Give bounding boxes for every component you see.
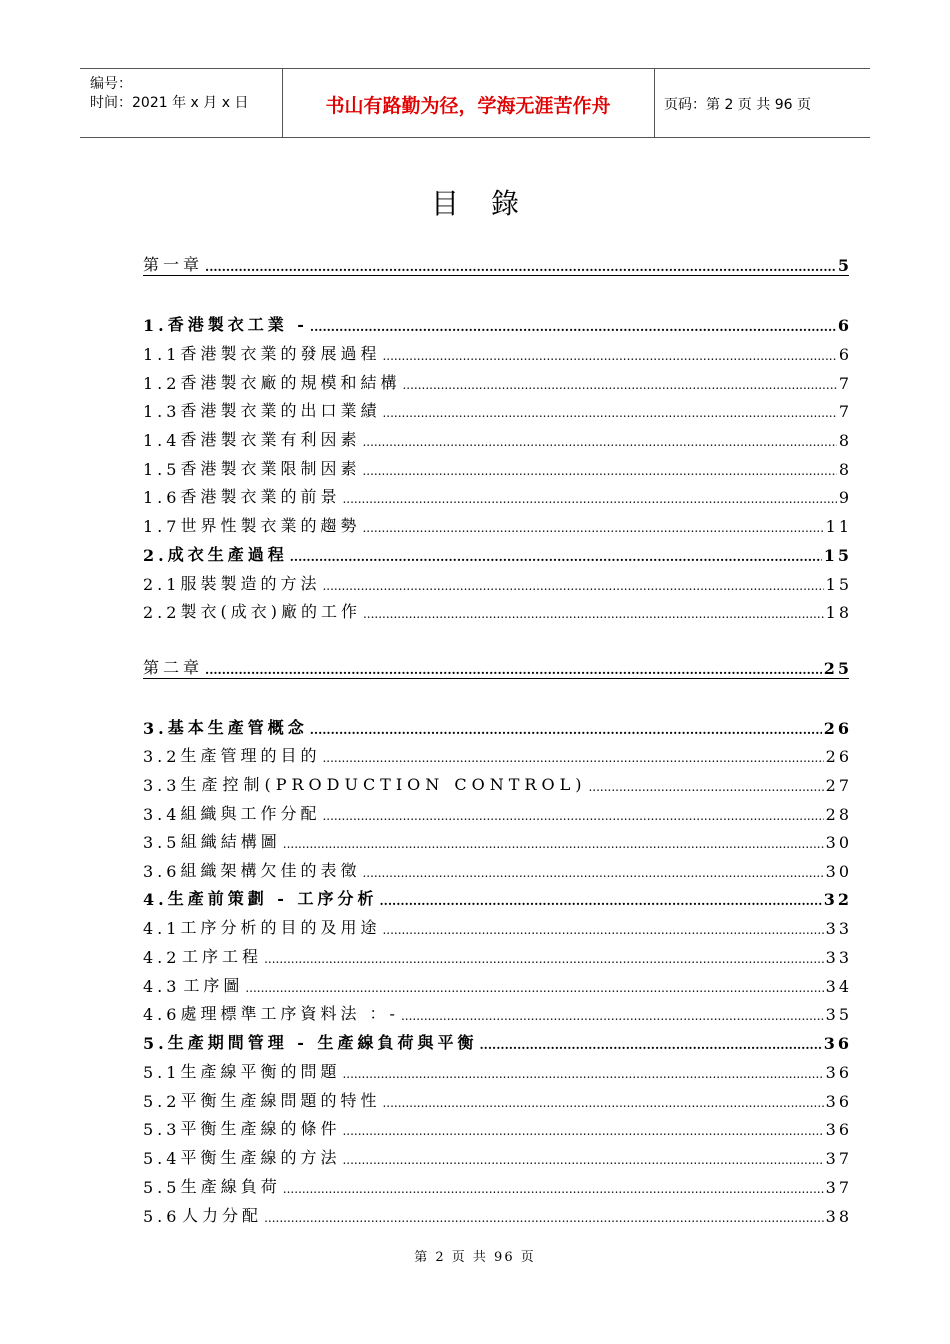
toc-leader-dots	[205, 256, 836, 275]
toc-entry-row[interactable]	[143, 598, 852, 622]
toc-entry-row[interactable]	[143, 483, 852, 507]
toc-entry-number: 1.6	[143, 488, 181, 507]
toc-entry-row[interactable]	[143, 972, 852, 996]
toc-entry-row[interactable]	[143, 1202, 852, 1226]
toc-page-number: 11	[825, 517, 852, 536]
toc-leader-dots	[283, 833, 824, 852]
toc-entry-title: 組織與工作分配	[180, 804, 321, 823]
page-title: 目錄	[430, 187, 551, 220]
toc-entry-row[interactable]	[143, 426, 852, 450]
toc-entry-title: 平衡生產線的方法	[180, 1148, 341, 1167]
toc-leader-dots	[342, 488, 836, 507]
toc-page-number: 15	[823, 546, 852, 565]
toc-page-number: 38	[825, 1207, 852, 1226]
toc-page-number: 18	[825, 603, 852, 622]
toc-page-number: 7	[838, 374, 852, 393]
toc-entry-number: 5.5	[143, 1178, 181, 1197]
toc-leader-dots	[363, 603, 824, 622]
toc-entry-row[interactable]	[143, 943, 852, 967]
toc-entry-title: 香港製衣業的出口業績	[180, 401, 381, 420]
toc-entry-row[interactable]	[143, 1115, 852, 1139]
toc-entry-title: 組織結構圖	[180, 832, 281, 851]
toc-entry-number: 5.1	[143, 1063, 181, 1082]
toc-entry-number: 1.1	[143, 345, 181, 364]
toc-entry-number: 2.1	[143, 575, 181, 594]
toc-entry-row[interactable]	[143, 914, 852, 938]
toc-leader-dots	[342, 1063, 823, 1082]
toc-entry-number: 4.2	[143, 948, 181, 967]
toc-page-number: 26	[823, 719, 852, 738]
toc-entry-number: 1.5	[143, 460, 181, 479]
toc-entry-row[interactable]	[143, 311, 852, 335]
toc-leader-dots	[401, 1005, 824, 1024]
toc-entry-number: 1.	[143, 316, 168, 335]
toc-leader-dots	[264, 1207, 824, 1226]
toc-entry-row[interactable]	[143, 397, 852, 421]
toc-entry-number: 1.4	[143, 431, 181, 450]
toc-entry-title: 人力分配	[182, 1206, 263, 1225]
toc-page-number: 27	[825, 776, 852, 795]
toc-page-number: 36	[825, 1120, 852, 1139]
toc-entry-number: 5.6	[143, 1207, 181, 1226]
page-footer: 第 2 页 共 96 页	[414, 1250, 536, 1265]
toc-entry-title: 工序工程	[182, 947, 263, 966]
toc-entry-number: 5.	[143, 1034, 168, 1053]
toc-entry-number: 4.3	[143, 977, 181, 996]
toc-entry-title: 生產線負荷	[180, 1177, 281, 1196]
toc-entry-row[interactable]	[143, 714, 852, 738]
toc-page-number: 6	[837, 316, 852, 335]
toc-page-number: 34	[825, 977, 852, 996]
toc-entry-title: 世界性製衣業的趨勢	[180, 516, 361, 535]
toc-entry-row[interactable]	[143, 800, 852, 824]
toc-leader-dots	[283, 1178, 824, 1197]
toc-entry-title: 生產期間管理 - 生產線負荷與平衡	[167, 1033, 478, 1052]
toc-entry-number: 5.3	[143, 1120, 181, 1139]
toc-entry-number: 第一章	[143, 255, 204, 274]
toc-entry-title: 工序圖	[183, 976, 244, 995]
toc-entry-title: 香港製衣業的發展過程	[180, 344, 381, 363]
toc-entry-title: 香港製衣廠的規模和結構	[180, 373, 401, 392]
toc-leader-dots	[322, 805, 823, 824]
toc-entry-number: 4.1	[143, 919, 181, 938]
toc-leader-dots	[480, 1034, 822, 1053]
toc-leader-dots	[264, 948, 824, 967]
toc-entry-title: 生產前策劃 - 工序分析	[167, 889, 378, 908]
toc-page-number: 30	[825, 833, 852, 852]
toc-entry-number: 5.2	[143, 1092, 181, 1111]
toc-entry-title: 工序分析的目的及用途	[180, 918, 381, 937]
date-label: 时间：2021 年 x 月 x 日	[90, 95, 249, 111]
toc-leader-dots	[322, 747, 823, 766]
toc-entry-row[interactable]	[143, 857, 852, 881]
toc-leader-dots	[362, 431, 836, 450]
toc-entry-number: 3.5	[143, 833, 181, 852]
toc-entry-title: 製衣(成衣)廠的工作	[180, 602, 361, 621]
document-number-label: 编号：	[90, 76, 132, 92]
toc-chapter-row[interactable]	[143, 656, 852, 679]
page-info: 页码：第 2 页 共 96 页	[664, 97, 811, 113]
toc-entry-row[interactable]	[143, 1173, 852, 1197]
toc-entry-row[interactable]	[143, 1029, 852, 1053]
toc-entry-row[interactable]	[143, 1087, 852, 1111]
toc-entry-number: 3.3	[143, 776, 181, 795]
toc-entry-number: 3.6	[143, 862, 181, 881]
toc-entry-row[interactable]	[143, 1000, 852, 1024]
toc-entry-title: 香港製衣業的前景	[180, 487, 341, 506]
toc-entry-number: 2.2	[143, 603, 181, 622]
toc-page-number: 30	[825, 862, 852, 881]
toc-leader-dots	[310, 316, 836, 335]
toc-page-number: 33	[825, 948, 852, 967]
toc-chapter-row[interactable]	[143, 253, 852, 276]
toc-entry-number: 4.	[143, 890, 168, 909]
toc-page-number: 36	[823, 1034, 852, 1053]
toc-leader-dots	[322, 575, 823, 594]
toc-entry-title: 香港製衣工業 -	[167, 315, 308, 334]
toc-page-number: 5	[837, 256, 852, 275]
toc-entry-number: 1.2	[143, 374, 181, 393]
toc-entry-title: 生產控制(PRODUCTION CONTROL)	[180, 775, 587, 794]
toc-page-number: 6	[838, 345, 852, 364]
toc-entry-title: 平衡生產線問題的特性	[180, 1091, 381, 1110]
toc-page-number: 28	[825, 805, 852, 824]
toc-entry-title: 香港製衣業限制因素	[180, 459, 361, 478]
toc-entry-row[interactable]	[143, 570, 852, 594]
toc-entry-title: 生產管理的目的	[180, 746, 321, 765]
toc-entry-number: 1.7	[143, 517, 181, 536]
toc-entry-row[interactable]	[143, 541, 852, 565]
toc-entry-row[interactable]	[143, 885, 852, 909]
toc-leader-dots	[382, 402, 836, 421]
toc-entry-title: 香港製衣業有利因素	[180, 430, 361, 449]
toc-page-number: 25	[823, 659, 852, 678]
toc-entry-row[interactable]	[143, 1144, 852, 1168]
toc-entry-row[interactable]	[143, 828, 852, 852]
toc-entry-title: 成衣生產過程	[167, 545, 288, 564]
toc-entry-title: 服裝製造的方法	[180, 574, 321, 593]
toc-page-number: 37	[825, 1178, 852, 1197]
toc-entry-number: 3.	[143, 719, 168, 738]
toc-leader-dots	[382, 919, 823, 938]
toc-entry-row[interactable]	[143, 455, 852, 479]
toc-leader-dots	[290, 546, 822, 565]
toc-leader-dots	[382, 1092, 823, 1111]
toc-page-number: 32	[823, 890, 852, 909]
toc-entry-number: 5.4	[143, 1149, 181, 1168]
toc-leader-dots	[402, 374, 836, 393]
toc-entry-number: 2.	[143, 546, 168, 565]
toc-entry-number: 3.4	[143, 805, 181, 824]
toc-entry-title: 基本生產管概念	[167, 718, 308, 737]
toc-page-number: 36	[825, 1092, 852, 1111]
toc-leader-dots	[362, 862, 823, 881]
toc-entry-title: 組織架構欠佳的表徵	[180, 861, 361, 880]
toc-entry-row[interactable]	[143, 771, 852, 795]
toc-leader-dots	[245, 977, 823, 996]
toc-entry-row[interactable]	[143, 369, 852, 393]
toc-page-number: 37	[825, 1149, 852, 1168]
toc-leader-dots	[342, 1149, 823, 1168]
toc-page-number: 9	[838, 488, 852, 507]
motto-text: 书山有路勤为径，学海无涯苦作舟	[325, 95, 611, 117]
toc-leader-dots	[310, 719, 822, 738]
toc-entry-title: 生產線平衡的問題	[180, 1062, 341, 1081]
toc-entry-row[interactable]	[143, 340, 852, 364]
toc-page-number: 35	[825, 1005, 852, 1024]
toc-entry-row[interactable]	[143, 1058, 852, 1082]
toc-entry-title: 處理標準工序資料法 ：-	[180, 1004, 399, 1023]
toc-leader-dots	[362, 460, 836, 479]
toc-page-number: 36	[825, 1063, 852, 1082]
toc-page-number: 8	[838, 460, 852, 479]
toc-leader-dots	[205, 659, 822, 678]
toc-leader-dots	[342, 1120, 823, 1139]
toc-entry-title: 平衡生產線的條件	[180, 1119, 341, 1138]
toc-page-number: 7	[838, 402, 852, 421]
toc-entry-number: 1.3	[143, 402, 181, 421]
table-of-contents	[143, 0, 852, 1344]
toc-leader-dots	[382, 345, 836, 364]
toc-entry-row[interactable]	[143, 512, 852, 536]
toc-entry-number: 第二章	[143, 658, 204, 677]
toc-page-number: 15	[825, 575, 852, 594]
toc-page-number: 8	[838, 431, 852, 450]
toc-entry-row[interactable]	[143, 742, 852, 766]
toc-leader-dots	[362, 517, 823, 536]
toc-leader-dots	[380, 890, 822, 909]
toc-page-number: 33	[825, 919, 852, 938]
toc-leader-dots	[588, 776, 823, 795]
toc-entry-number: 3.2	[143, 747, 181, 766]
toc-entry-number: 4.6	[143, 1005, 181, 1024]
toc-page-number: 26	[825, 747, 852, 766]
